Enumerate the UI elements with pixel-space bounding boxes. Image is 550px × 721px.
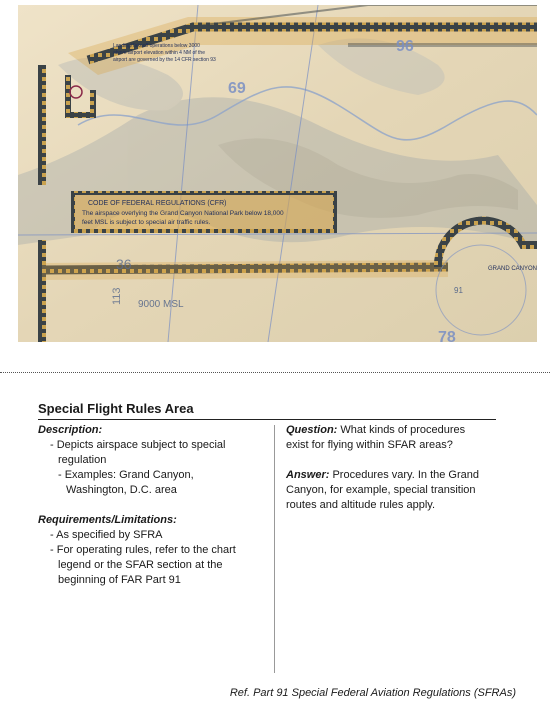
requirements-item-2 xyxy=(38,543,268,588)
top-note-line1: Landing/Takeoff operations below 3000 xyxy=(113,43,200,49)
question-text-line-2: exist for flying within SFAR areas? xyxy=(286,439,453,451)
description-item-2-line-2: Washington, D.C. area xyxy=(66,484,177,496)
question-label: Question: xyxy=(286,424,338,436)
sectional-chart-graphic xyxy=(18,5,537,342)
cfr-notice-box xyxy=(73,193,335,231)
altitude-label: 9000 MSL xyxy=(138,299,184,310)
map-number-78: 78 xyxy=(438,329,456,342)
answer-block xyxy=(286,468,506,513)
grand-canyon-label: GRAND CANYON xyxy=(488,266,537,272)
section-divider xyxy=(0,372,550,373)
reference-citation: Ref. Part 91 Special Federal Aviation Regulations (SFRAs) xyxy=(229,687,516,699)
sectional-chart-image xyxy=(18,5,537,342)
description-item-2-line-1: - Examples: Grand Canyon, xyxy=(58,469,194,481)
description-item-2 xyxy=(38,468,268,498)
requirements-heading: Requirements/Limitations: xyxy=(38,514,177,526)
requirements-item-1: - As specified by SFRA xyxy=(50,529,163,541)
top-note-line3: airport are governed by the 14 CFR section 93 xyxy=(113,57,216,63)
title-rule xyxy=(38,419,496,420)
map-number-69: 69 xyxy=(228,80,246,97)
column-divider xyxy=(274,425,275,673)
requirements-item-2-line-3: beginning of FAR Part 91 xyxy=(58,574,181,586)
question-text-line-1: What kinds of procedures xyxy=(337,424,466,436)
answer-label: Answer: xyxy=(286,469,330,481)
answer-text-line-1: Procedures vary. In the Grand xyxy=(329,469,479,481)
description-item-1 xyxy=(38,438,268,468)
map-number-36: 36 xyxy=(116,256,132,272)
card-title: Special Flight Rules Area xyxy=(38,401,194,416)
top-note-line2: above airport elevation within 4 NM of the xyxy=(113,50,205,56)
answer-text-line-3: routes and altitude rules apply. xyxy=(286,499,435,511)
cfr-notice-line1: CODE OF FEDERAL REGULATIONS (CFR) xyxy=(88,200,227,207)
description-heading: Description: xyxy=(38,424,103,436)
map-number-91: 91 xyxy=(454,286,463,295)
left-column xyxy=(38,423,268,588)
question-block xyxy=(286,423,506,453)
map-number-96: 96 xyxy=(396,38,414,55)
requirements-item-2-line-2: legend or the SFAR section at the xyxy=(58,559,223,571)
description-item-1-line-2: regulation xyxy=(58,454,107,466)
description-item-1-line-1: - Depicts airspace subject to special xyxy=(50,439,226,451)
map-number-113: 113 xyxy=(111,287,123,305)
cfr-notice-line3: feet MSL is subject to special air traffic rules. xyxy=(82,219,211,226)
cfr-notice-line2: The airspace overlying the Grand Canyon National Park below 18,000 xyxy=(82,210,284,217)
answer-text-line-2: Canyon, for example, special transition xyxy=(286,484,476,496)
right-column xyxy=(286,423,506,513)
requirements-item-2-line-1: - For operating rules, refer to the chart xyxy=(50,544,236,556)
